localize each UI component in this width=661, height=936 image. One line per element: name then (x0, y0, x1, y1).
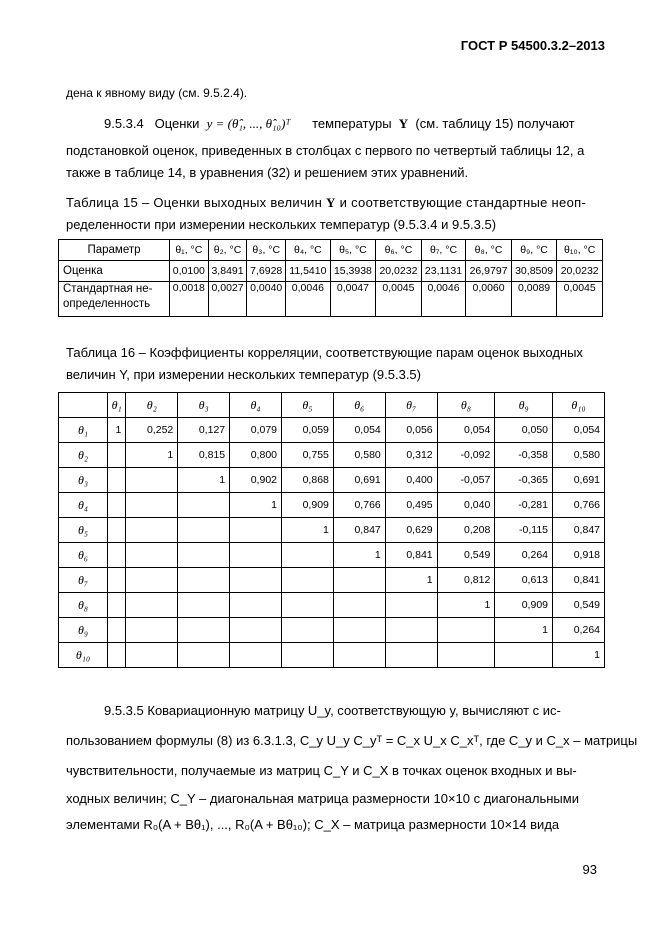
header-cell: θ₁ (108, 393, 126, 418)
cell: 1 (108, 418, 126, 443)
cell: 0,847 (553, 518, 605, 543)
cell: 0,312 (385, 443, 437, 468)
cell: 1 (553, 643, 605, 668)
header-cell: θ₅, °C (330, 240, 376, 261)
header-cell: θ₄ (230, 393, 282, 418)
row-header-cell: θ₈ (59, 593, 108, 618)
cell: 0,054 (437, 418, 495, 443)
cell: 0,050 (495, 418, 553, 443)
cell: 30,8509 (511, 261, 557, 282)
cell (108, 593, 126, 618)
cell: 1 (126, 443, 178, 468)
cell: 0,079 (230, 418, 282, 443)
cell (230, 593, 282, 618)
cell: 1 (333, 543, 385, 568)
cell (108, 618, 126, 643)
row-label: Оценка (59, 261, 170, 282)
cell (437, 618, 495, 643)
cell (230, 618, 282, 643)
cell: 1 (282, 518, 334, 543)
cell: 0,264 (495, 543, 553, 568)
text: и соответствующие стандартные неоп- (339, 195, 587, 210)
cell (282, 618, 334, 643)
table-row (59, 618, 605, 643)
cell: 0,0089 (511, 282, 557, 317)
cell: 0,0045 (376, 282, 422, 317)
cell (178, 543, 230, 568)
formula: y = (θ̂₁, ..., θ̂₁₀)ᵀ (206, 116, 291, 131)
table-header-row (59, 240, 603, 261)
cell: 0,691 (333, 468, 385, 493)
table-row (59, 493, 605, 518)
symbol: Y (326, 195, 336, 210)
cell: 0,868 (282, 468, 334, 493)
cell (495, 643, 553, 668)
header-cell: θ₄, °C (286, 240, 331, 261)
table-row (59, 593, 605, 618)
row-header-cell: θ₂ (59, 443, 108, 468)
cell (126, 543, 178, 568)
cell: -0,092 (437, 443, 495, 468)
cell: 0,0047 (330, 282, 376, 317)
cell: 1 (437, 593, 495, 618)
table16-caption-line2: величин Y, при измерении нескольких температур (9.5.3.5) (66, 367, 421, 382)
page-number: 93 (582, 862, 597, 877)
cell (126, 468, 178, 493)
cell (230, 543, 282, 568)
cell: 0,208 (437, 518, 495, 543)
cell: 11,5410 (286, 261, 331, 282)
table-16 (58, 392, 605, 668)
cell (108, 568, 126, 593)
cell: 0,766 (553, 493, 605, 518)
cell: 0,841 (385, 543, 437, 568)
cell: 20,0232 (376, 261, 422, 282)
corner-cell (59, 393, 108, 418)
cell: 0,812 (437, 568, 495, 593)
cell (108, 543, 126, 568)
cell (178, 568, 230, 593)
cell (126, 493, 178, 518)
cell: -0,057 (437, 468, 495, 493)
cell: 0,264 (553, 618, 605, 643)
paragraph-9535-line4: ходных величин; C_Y – диагональная матрица размерности 10×10 с диагональными (66, 791, 579, 806)
clause-number: 9.5.3.4 (104, 116, 144, 131)
cell: 1 (178, 468, 230, 493)
continued-text: дена к явному виду (см. 9.5.2.4). (66, 86, 248, 100)
table-row (59, 468, 605, 493)
symbol: Y (398, 116, 409, 131)
table-15 (58, 239, 603, 317)
cell (230, 568, 282, 593)
cell: 0,766 (333, 493, 385, 518)
table16-caption-line1: Таблица 16 – Коэффициенты корреляции, соответствующие парам оценок выходных (66, 345, 583, 360)
cell: 1 (495, 618, 553, 643)
table-row (59, 543, 605, 568)
cell: 0,0027 (208, 282, 247, 317)
header-cell: θ₆, °C (376, 240, 422, 261)
cell (126, 518, 178, 543)
row-header-cell: θ₉ (59, 618, 108, 643)
cell (126, 643, 178, 668)
cell: 0,800 (230, 443, 282, 468)
row-header-cell: θ₃ (59, 468, 108, 493)
paragraph-9535-line3: чувствительности, получаемые из матриц C_Y и C_X в точках оценок входных и вы- (66, 763, 577, 778)
cell: 15,3938 (330, 261, 376, 282)
cell: 0,902 (230, 468, 282, 493)
cell (333, 593, 385, 618)
table-row (59, 518, 605, 543)
cell (230, 643, 282, 668)
cell: -0,115 (495, 518, 553, 543)
cell: 0,909 (282, 493, 334, 518)
paragraph-9534-line3: также в таблице 14, в уравнения (32) и решением этих уравнений. (66, 165, 469, 180)
cell (385, 618, 437, 643)
paragraph-9535-line1: 9.5.3.5 Ковариационную матрицу U_y, соответствующую y, вычисляют с ис- (104, 703, 561, 718)
header-cell: θ₈ (437, 393, 495, 418)
header-cell: Параметр (59, 240, 170, 261)
cell: 0,580 (333, 443, 385, 468)
cell: 0,400 (385, 468, 437, 493)
cell: 0,056 (385, 418, 437, 443)
cell: 0,252 (126, 418, 178, 443)
header-cell: θ₉, °C (511, 240, 557, 261)
cell: 0,847 (333, 518, 385, 543)
cell (282, 543, 334, 568)
cell: 1 (385, 568, 437, 593)
cell: 3,8491 (208, 261, 247, 282)
text: Таблица 15 – Оценки выходных величин (66, 195, 323, 210)
paragraph-9534-line2: подстановкой оценок, приведенных в столбцах с первого по четвертый таблицы 12, а (66, 143, 585, 158)
cell (282, 643, 334, 668)
cell: 0,054 (333, 418, 385, 443)
cell (178, 643, 230, 668)
text: температуры (312, 116, 392, 131)
cell: 0,755 (282, 443, 334, 468)
cell: 0,0100 (170, 261, 209, 282)
cell: 0,0046 (286, 282, 331, 317)
header-cell: θ₂, °C (208, 240, 247, 261)
header-cell: θ₇, °C (421, 240, 466, 261)
row-header-cell: θ₄ (59, 493, 108, 518)
header-cell: θ₁₀, °C (557, 240, 603, 261)
cell: 0,495 (385, 493, 437, 518)
cell: 0,059 (282, 418, 334, 443)
cell (333, 618, 385, 643)
cell: 0,815 (178, 443, 230, 468)
cell: 0,0040 (247, 282, 286, 317)
table-row (59, 282, 603, 317)
cell: -0,281 (495, 493, 553, 518)
cell: 20,0232 (557, 261, 603, 282)
cell: 0,629 (385, 518, 437, 543)
cell: 0,0046 (421, 282, 466, 317)
header-cell: θ₆ (333, 393, 385, 418)
cell (333, 643, 385, 668)
cell: 23,1131 (421, 261, 466, 282)
cell: 0,127 (178, 418, 230, 443)
row-label: Стандартная не-определенность (59, 282, 170, 317)
cell: 0,054 (553, 418, 605, 443)
row-header-cell: θ₇ (59, 568, 108, 593)
header-cell: θ₇ (385, 393, 437, 418)
cell: 0,613 (495, 568, 553, 593)
cell (385, 593, 437, 618)
cell (126, 593, 178, 618)
cell: 26,9797 (466, 261, 512, 282)
cell: -0,358 (495, 443, 553, 468)
cell: 0,549 (553, 593, 605, 618)
cell (178, 618, 230, 643)
header-cell: θ₁, °C (170, 240, 209, 261)
table-row (59, 418, 605, 443)
cell: 0,040 (437, 493, 495, 518)
cell: 0,0045 (557, 282, 603, 317)
table-row (59, 568, 605, 593)
cell: 7,6928 (247, 261, 286, 282)
row-header-cell: θ₅ (59, 518, 108, 543)
paragraph-9534-line1 (104, 111, 614, 137)
header-cell: θ₈, °C (466, 240, 512, 261)
cell (108, 518, 126, 543)
row-header-cell: θ₁ (59, 418, 108, 443)
table-row (59, 443, 605, 468)
cell (108, 468, 126, 493)
cell (282, 568, 334, 593)
table-row (59, 261, 603, 282)
header-cell: θ₃ (178, 393, 230, 418)
cell (178, 518, 230, 543)
paragraph-9535-line2: пользованием формулы (8) из 6.3.1.3, C_y U_y C_yᵀ = C_x U_x C_xᵀ, где C_y и C_x – матрицы (66, 733, 638, 748)
cell (108, 443, 126, 468)
cell (108, 643, 126, 668)
row-header-cell: θ₆ (59, 543, 108, 568)
text: (см. таблицу 15) получают (415, 116, 575, 131)
cell: 0,909 (495, 593, 553, 618)
header-cell: θ₅ (282, 393, 334, 418)
cell: 0,549 (437, 543, 495, 568)
table-row (59, 643, 605, 668)
cell (178, 593, 230, 618)
cell (230, 518, 282, 543)
cell: -0,365 (495, 468, 553, 493)
cell (126, 618, 178, 643)
cell: 0,580 (553, 443, 605, 468)
cell: 0,918 (553, 543, 605, 568)
header-cell: θ₉ (495, 393, 553, 418)
table-header-row (59, 393, 605, 418)
header-cell: θ₃, °C (247, 240, 286, 261)
cell: 1 (230, 493, 282, 518)
header-cell: θ₁₀ (553, 393, 605, 418)
cell (178, 493, 230, 518)
cell (333, 568, 385, 593)
text: Оценки (154, 116, 200, 131)
cell (282, 593, 334, 618)
cell: 0,691 (553, 468, 605, 493)
paragraph-9535-line5: элементами R₀(A + Bθ₁), ..., R₀(A + Bθ₁₀); C_X – матрица размерности 10×14 вида (66, 817, 560, 832)
cell: 0,0018 (170, 282, 209, 317)
cell (385, 643, 437, 668)
row-header-cell: θ₁₀ (59, 643, 108, 668)
cell (108, 493, 126, 518)
cell: 0,0060 (466, 282, 512, 317)
header-cell: θ₂ (126, 393, 178, 418)
table15-caption-line2: ределенности при измерении нескольких температур (9.5.3.4 и 9.5.3.5) (66, 217, 497, 232)
cell (126, 568, 178, 593)
cell: 0,841 (553, 568, 605, 593)
cell (437, 643, 495, 668)
document-header: ГОСТ Р 54500.3.2–2013 (460, 38, 605, 53)
